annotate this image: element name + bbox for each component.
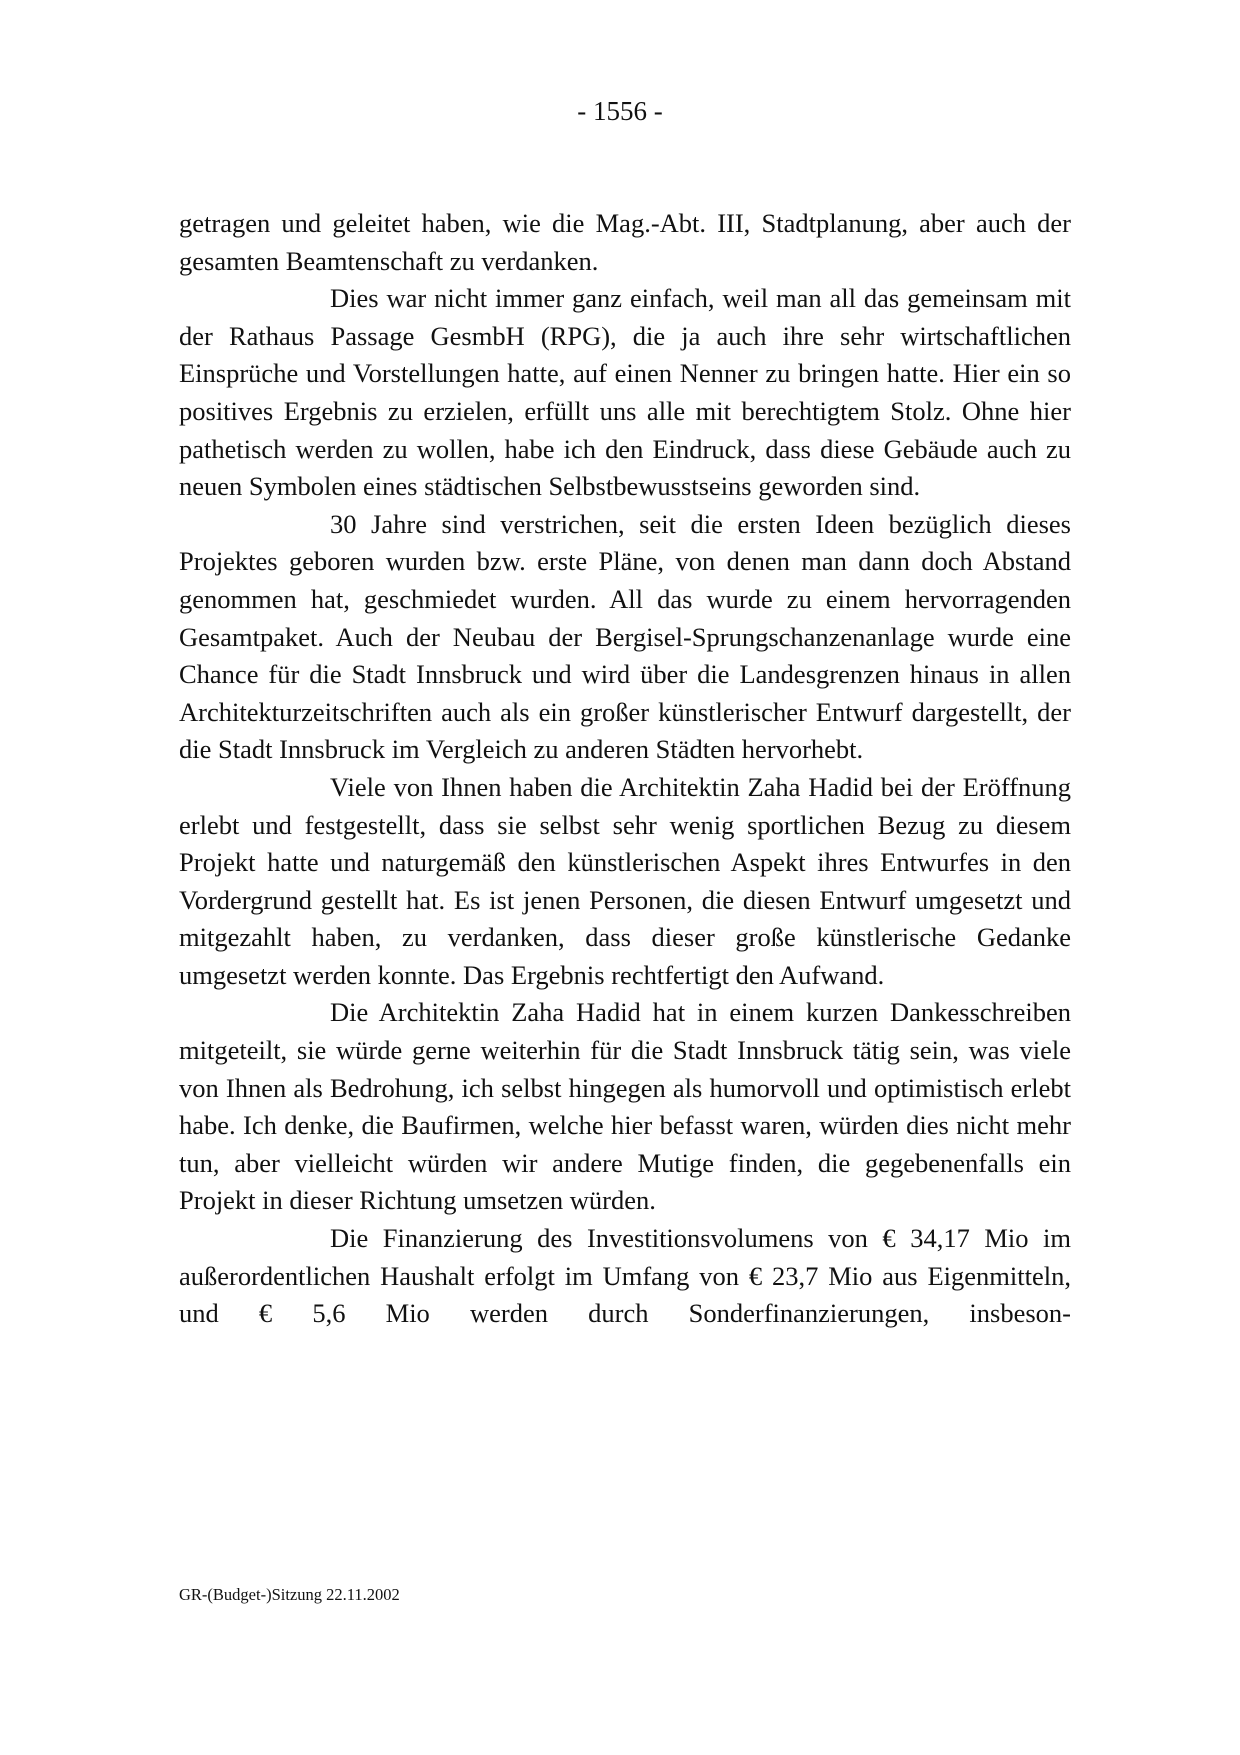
paragraph-3: 30 Jahre sind verstrichen, seit die ersten Ideen bezüglich dieses Projektes geboren wurden bzw. erste Pläne, von denen man dann doch Abstand genommen hat, geschmiedet wurden. All das wurde zu einem hervorragenden Gesamtpaket. Auch der Neubau der Bergisel-Sprungschanzenanlage wurde eine Chance für die Stadt Innsbruck und wird über die Landesgrenzen hinaus in allen Architekturzeitschriften auch als ein großer künstlerischer Entwurf dargestellt, der die Stadt Innsbruck im Vergleich zu anderen Städten hervorhebt. [179, 508, 1071, 765]
paragraph-4: Viele von Ihnen haben die Architektin Zaha Hadid bei der Eröffnung erlebt und festgestellt, dass sie selbst sehr wenig sportlichen Bezug zu diesem Projekt hatte und naturgemäß den künstlerischen Aspekt ihres Entwurfes in den Vordergrund gestellt hat. Es ist jenen Personen, die diesen Entwurf umgesetzt und mitgezahlt haben, zu verdanken, dass dieser große künstlerische Gedanke umgesetzt werden konnte. Das Ergebnis rechtfertigt den Aufwand. [179, 771, 1071, 990]
paragraph-5: Die Architektin Zaha Hadid hat in einem kurzen Dankesschreiben mitgeteilt, sie würde gerne weiterhin für die Stadt Innsbruck tätig sein, was viele von Ihnen als Bedrohung, ich selbst hingegen als humorvoll und optimistisch erlebt habe. Ich denke, die Baufirmen, welche hier befasst waren, würden dies nicht mehr tun, aber vielleicht würden wir andere Mutige finden, die gegebenenfalls ein Projekt in dieser Richtung umsetzen würden. [179, 997, 1071, 1216]
page-number: - 1556 - [577, 96, 663, 126]
footer-session-info: GR-(Budget-)Sitzung 22.11.2002 [179, 1585, 400, 1604]
paragraph-1: getragen und geleitet haben, wie die Mag.-Abt. III, Stadtplanung, aber auch der gesamten Beamtenschaft zu verdanken. [179, 208, 1071, 276]
document-body [179, 205, 1071, 1333]
paragraph-2: Dies war nicht immer ganz einfach, weil man all das gemeinsam mit der Rathaus Passage GesmbH (RPG), die ja auch ihre sehr wirtschaftlichen Einsprüche und Vorstellungen hatte, auf einen Nenner zu bringen hatte. Hier ein so positives Ergebnis zu erzielen, erfüllt uns alle mit berechtigtem Stolz. Ohne hier pathetisch werden zu wollen, habe ich den Eindruck, dass diese Gebäude auch zu neuen Symbolen eines städtischen Selbstbewusstseins geworden sind. [179, 283, 1071, 502]
paragraph-6: Die Finanzierung des Investitionsvolumens von € 34,17 Mio im außerordentlichen Haushalt erfolgt im Umfang von € 23,7 Mio aus Eigenmitteln, und € 5,6 Mio werden durch Sonderfinanzierungen, insbeson- [179, 1223, 1071, 1329]
